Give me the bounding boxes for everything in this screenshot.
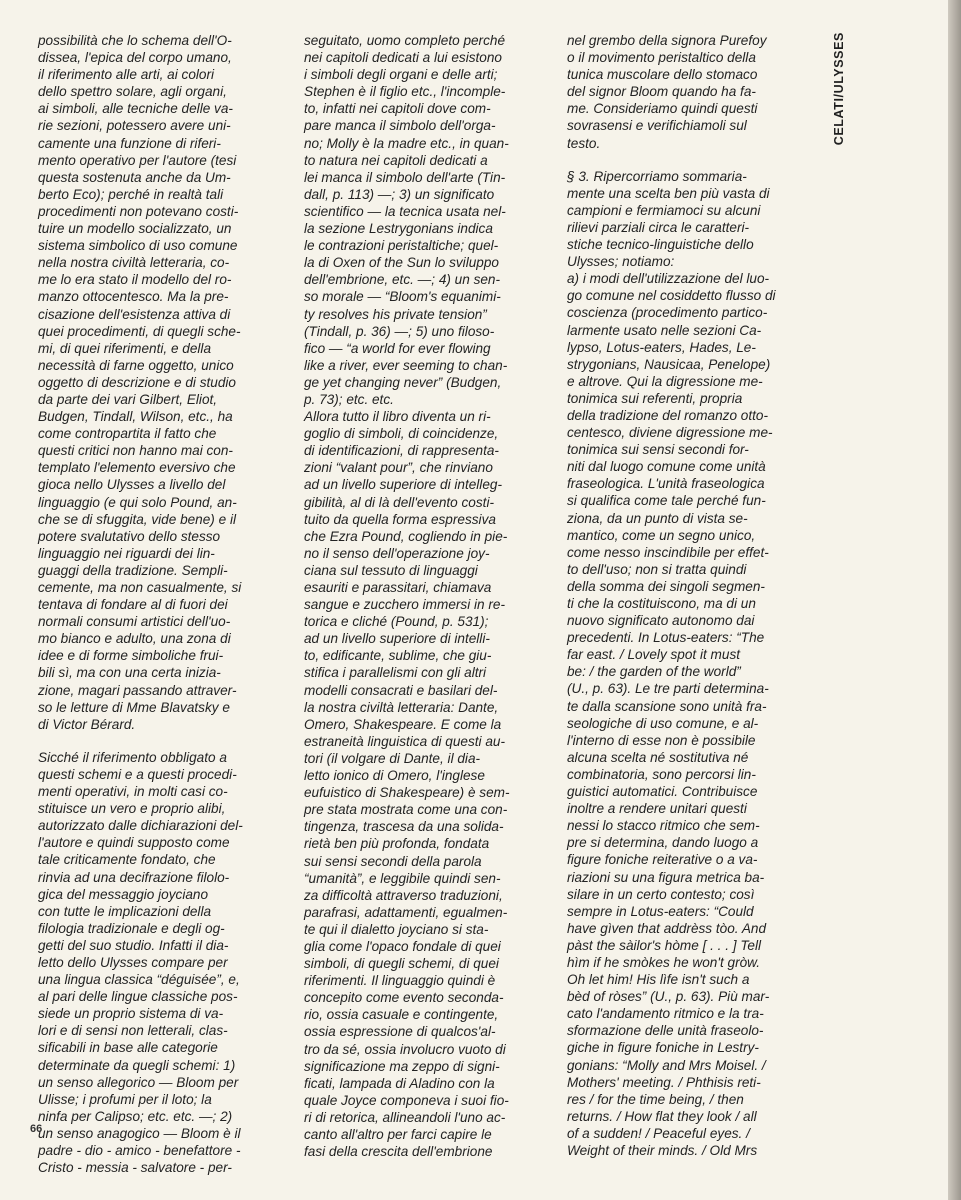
paragraph: possibilità che lo schema dell'O- dissea, l'epica del corpo umano, il riferimento alle arti, ai colori dello spettro solare, agli organi, ai simboli, alle tecniche delle va- rie sezioni, potessero avere uni- camente una funzione di riferi- mento operativo per l'autore (tesi questa sostenuta anche da Um- berto Eco); perché in realtà tali procedimenti non potevano costi- tuire un modello socializzato, un sistema simbolico di uso comune nella nostra civiltà letteraria, co- me lo era stato il modello del ro- manzo ottocentesco. Ma la pre- cisazione dell'esistenza attiva di quei procedimenti, di quegli sche- mi, di quei riferimenti, e della necessità di farne oggetto, unico oggetto di descrizione e di studio da parte dei vari Gilbert, Eliot, Budgen, Tindall, Wilson, etc., ha come contropartita il fatto che questi critici non hanno mai con- templato l'elemento eversivo che gioca nello Ulysses a livello del linguaggio (e qui solo Pound, an- che se di sfuggita, vide bene) e il potere svalutativo dello stesso linguaggio nei riguardi dei lin- guaggi della tradizione. Sempli- cemente, ma non casualmente, si tentava di fondare al di fuori dei normali consumi artistici dell'uo- mo bianco e adulto, una zona di idee e di forme simboliche frui- bili sì, ma con una certa inizia- zione, magari passando attraver- so le letture di Mme Blavatsky e di Victor Bérard. [38,33,242,732]
text-column-1 [38,32,282,1176]
paragraph: nel grembo della signora Purefoy o il movimento peristaltico della tunica muscolare dello stomaco del signor Bloom quando ha fa- me. Consideriamo quindi questi sovrasensi e verifichiamoli sul testo. [567,33,767,151]
page-edge [948,0,961,1200]
running-header: CELATI/ULYSSES [832,32,846,146]
text-column-2 [304,32,548,1160]
text-column-3 [567,32,811,1158]
paragraph: seguitato, uomo completo perché nei capitoli dedicati a lui esistono i simboli degli organi e delle arti; Stephen è il figlio etc., l'incomple- to, infatti nei capitoli dove com- pare manca il simbolo dell'orga- no; Molly è la madre etc., in quan- to natura nei capitoli dedicati a lei manca il simbolo dell'arte (Tin- dall, p. 113) —; 3) un significato scientifico — la tecnica usata nel- la sezione Lestrygonians indica le contrazioni peristaltiche; quel- la di Oxen of the Sun lo sviluppo dell'embrione, etc. —; 4) un sen- so morale — “Bloom's equanimi- ty resolves his private tension” (Tindall, p. 36) —; 5) uno filoso- fico — “a world for ever flowing like a river, ever seeming to chan- ge yet changing never” (Budgen, p. 73); etc. etc. Allora tutto il libro diventa un ri- goglio di simboli, di coincidenze, di identificazioni, di rappresenta- zioni “valant pour”, che rinviano ad un livello superiore di intelleg- gibilità, al di là dell'evento costi- tuito da quella forma espressiva che Ezra Pound, cogliendo in pie- no il senso dell'operazione joy- ciana sul tessuto di linguaggi esauriti e parassitari, chiamava sangue e zucchero immersi in re- torica e cliché (Pound, p. 531); ad un livello superiore di intelli- to, edificante, sublime, che giu- stifica i parallelismi con gli altri modelli consacrati e basilari del- la nostra civiltà letteraria: Dante, Omero, Shakespeare. E come la estraneità linguistica di questi au- tori (il volgare di Dante, il dia- letto ionico di Omero, l'inglese eufuistico di Shakespeare) è sem- pre stata mostrata come una con- tingenza, trascesa da una solida- rietà ben più profonda, fondata sui sensi secondi della parola “umanità”, e leggibile quindi sen- za difficoltà attraverso traduzioni, parafrasi, adattamenti, egualmen- te qui il dialetto joyciano si sta- glia come l'opaco fondale di quei simboli, di quegli schemi, di quei riferimenti. Il linguaggio quindi è concepito come evento seconda- rio, ossia casuale e contingente, ossia espressione di qualcos'al- tro da sé, ossia involucro vuoto di significazione ma zeppo di signi- ficati, lampada di Aladino con la quale Joyce componeva i suoi fio- ri di retorica, allineandoli l'uno ac- canto all'altro per farci capire le fasi della crescita dell'embrione [304,33,510,1160]
paragraph: Sicché il riferimento obbligato a questi schemi e a questi procedi- menti operativi, in molti casi co- stituisce un vero e proprio alibi, autorizzato dalle dichiarazioni del- l'autore e quindi supposto come tale criticamente fondato, che rinvia ad una decifrazione filolo- gica del messaggio joyciano con tutte le implicazioni della filologia tradizionale e degli og- getti del suo studio. Infatti il dia- letto dello Ulysses compare per una lingua classica “déguisée”, e, al pari delle lingue classiche pos- siede un proprio sistema di va- lori e di sensi non letterali, clas- sificabili in base alle categorie determinate da quegli schemi: 1) un senso allegorico — Bloom per Ulisse; i profumi per il loto; la ninfa per Calipso; etc. etc. —; 2) un senso anagogico — Bloom è il padre - dio - amico - benefattore - Cristo - messia - salvatore - per- [38,749,243,1176]
page-number: 66 [30,1123,43,1135]
paragraph: § 3. Ripercorriamo sommaria- mente una scelta ben più vasta di campioni e fermiamoci su alcuni rilievi parziali circa le caratteri- stiche tecnico-linguistiche dello Ulysses; notiamo: a) i modi dell'utilizzazione del luo- go comune nel cosiddetto flusso di coscienza (procedimento partico- larmente usato nelle sezioni Ca- lypso, Lotus-eaters, Hades, Le- strygonians, Nausicaa, Penelope) e altrove. Qui la digressione me- tonimica sui referenti, propria della tradizione del romanzo otto- centesco, diviene digressione me- tonimica sui sensi secondi for- niti dal luogo comune come unità fraseologica. L'unità fraseologica si qualifica come tale perché fun- ziona, da un punto di vista se- mantico, come un segno unico, come nesso inscindibile per effet- to dell'uso; non si tratta quindi della somma dei singoli segmen- ti che la costituiscono, ma di un nuovo significato autonomo dai precedenti. In Lotus-eaters: “The far east. / Lovely spot it must be: / the garden of the world” (U., p. 63). Le tre parti determina- te dalla scansione sono unità fra- seologiche di uso comune, e al- l'interno di esse non è possibile alcuna scelta né sostitutiva né combinatoria, sono percorsi lin- guistici automatici. Contribuisce inoltre a rendere unitari questi nessi lo stacco ritmico che sem- pre si determina, dando luogo a figure foniche reiterative o a va- riazioni su una figura metrica ba- silare in un certo contesto; così sempre in Lotus-eaters: “Could have gìven that addrèss tòo. And pàst the sàilor's hòme [ . . . ] Tell hìm if he smòkes he won't gròw. Oh let him! His lìfe isn't such a bèd of ròses” (U., p. 63). Più mar- cato l'andamento ritmico e la tra- sformazione delle unità fraseolo- giche in figure foniche in Lestry- gonians: “Molly and Mrs Moisel. / Mothers' meeting. / Phthisis reti- res / for the time being, / then returns. / How flat they look / all of a sudden! / Peaceful eyes. / Weight of their minds. / Old Mrs [567,168,776,1158]
